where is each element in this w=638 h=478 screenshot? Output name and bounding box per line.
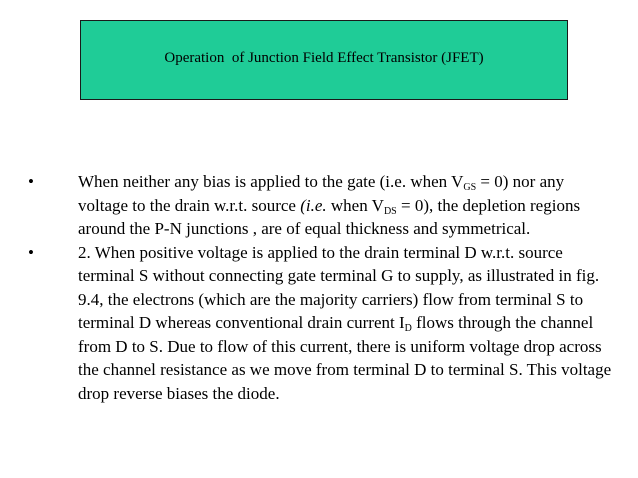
bullet-text: = 0), the depletion regions around the P-N junctions , are of equal thickness and symmetrical. <box>78 195 581 238</box>
italic-ie: (i.e. <box>300 195 327 215</box>
bullet-text: when V <box>326 195 384 215</box>
slide-title-box <box>80 20 568 100</box>
slide-title: Operation of Junction Field Effect Transistor (JFET) <box>164 49 484 66</box>
bullet-item-2 <box>28 241 618 406</box>
bullet-list <box>28 170 618 405</box>
subscript-d: D <box>404 323 412 334</box>
bullet-text: = 0) nor any voltage to the drain w.r.t. source <box>78 172 565 215</box>
bullet-text: 2. When positive voltage is applied to the drain terminal D w.r.t. source terminal S without connecting gate terminal G to supply, as illustrated in fig. 9.4, the electrons (which are the majority carriers) flow from terminal S to terminal D whereas conventional drain current I <box>78 242 600 332</box>
bullet-marker: • <box>28 242 34 262</box>
bullet-text: When neither any bias is applied to the gate (i.e. when V <box>78 172 464 191</box>
bullet-text: flows through the channel from D to S. Due to flow of this current, there is uniform voltage drop across the channel resistance as we move from terminal D to terminal S. This voltage drop reverse biases the diode. <box>78 313 612 403</box>
subscript-gs: GS <box>463 182 477 193</box>
subscript-ds: DS <box>383 205 397 217</box>
bullet-marker: • <box>28 172 34 191</box>
bullet-item-1 <box>28 170 618 241</box>
